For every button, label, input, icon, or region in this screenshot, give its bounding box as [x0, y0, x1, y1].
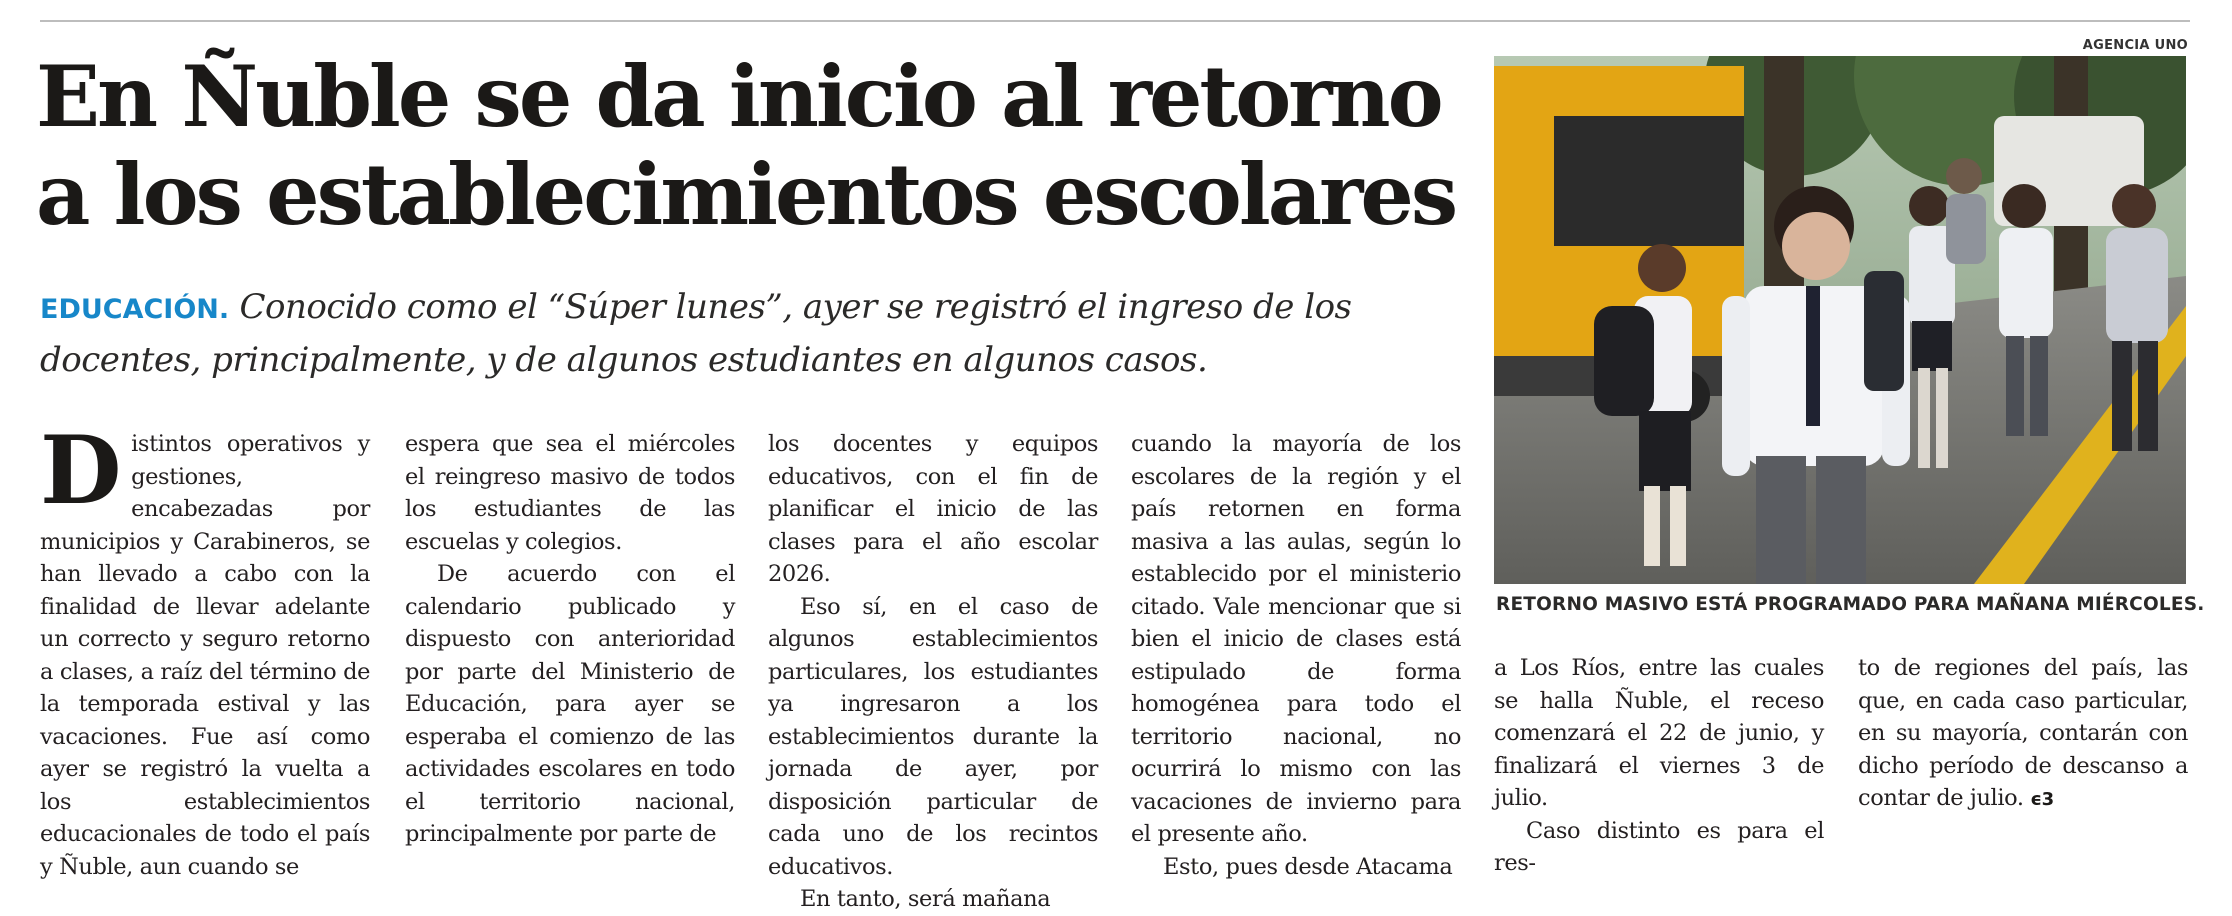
headline-line-2: a los establecimientos escolares	[36, 145, 1456, 244]
body-column-6	[1858, 652, 2188, 817]
paragraph: a Los Ríos, entre las cuales se halla Ñuble, el receso comenzará el 22 de junio, y finalizará el viernes 3 de julio.	[1494, 655, 1824, 811]
paragraph: En tanto, será mañana	[800, 886, 1051, 912]
paragraph: istintos operativos y gestiones, encabezadas por municipios y Carabineros, se han llevado a cabo con la finalidad de llevar adelante un correcto y seguro retorno a clases, a raíz del término de la temporada estival y las vacaciones. Fue así como ayer se registró la vuelta a los establecimientos educacionales de todo el país y Ñuble, aun cuando se	[40, 431, 370, 880]
students-photo-illustration	[1494, 56, 2186, 584]
drop-cap: D	[40, 416, 122, 526]
news-photo	[1494, 56, 2186, 584]
end-mark-icon: ϵ3	[2030, 789, 2054, 810]
paragraph: cuando la mayoría de los escolares de la región y el país retornen en forma masiva a las aulas, según lo establecido por el ministerio citado. Vale mencionar que si bien el inicio de clases está estipulado de forma homogénea para todo el territorio nacional, no ocurrirá lo mismo con las vacaciones de invierno para el presente año.	[1131, 431, 1461, 847]
paragraph: espera que sea el miércoles el reingreso masivo de todos los estudiantes de las escuelas y colegios.	[405, 431, 735, 555]
deck-text: Conocido como el “Súper lunes”, ayer se registró el ingreso de los docentes, principalmente, y de algunos estudiantes en algunos casos.	[40, 287, 1352, 380]
section-kicker: EDUCACIÓN.	[40, 294, 230, 325]
body-column-3	[768, 428, 1098, 916]
body-column-1	[40, 416, 370, 883]
paragraph: los docentes y equipos educativos, con el fin de planificar el inicio de las clases para el año escolar 2026.	[768, 431, 1098, 587]
deck	[40, 282, 1460, 385]
paragraph: Eso sí, en el caso de algunos establecimientos particulares, los estudiantes ya ingresaron a los establecimientos durante la jornada de ayer, por disposición particular de cada uno de los recintos educativos.	[768, 593, 1098, 880]
photo-credit: AGENCIA UNO	[2082, 38, 2188, 53]
body-column-2	[405, 428, 735, 851]
headline-line-1: En Ñuble se da inicio al retorno	[36, 47, 1441, 146]
paragraph: to de regiones del país, las que, en cada caso particular, en su mayoría, contarán con dicho período de descanso a contar de julio.	[1858, 655, 2188, 811]
top-rule	[40, 20, 2190, 22]
paragraph: De acuerdo con el calendario publicado y dispuesto con anterioridad por parte del Ministerio de Educación, para ayer se esperaba el comienzo de las actividades escolares en todo el territorio nacional, principalmente por parte de	[405, 561, 735, 847]
paragraph: Caso distinto es para el res-	[1494, 817, 1824, 876]
photo-caption: RETORNO MASIVO ESTÁ PROGRAMADO PARA MAÑANA MIÉRCOLES.	[1496, 594, 2205, 615]
paragraph: Esto, pues desde Atacama	[1163, 853, 1453, 880]
headline	[36, 48, 1456, 244]
body-column-4	[1131, 428, 1461, 883]
body-column-5	[1494, 652, 1824, 880]
